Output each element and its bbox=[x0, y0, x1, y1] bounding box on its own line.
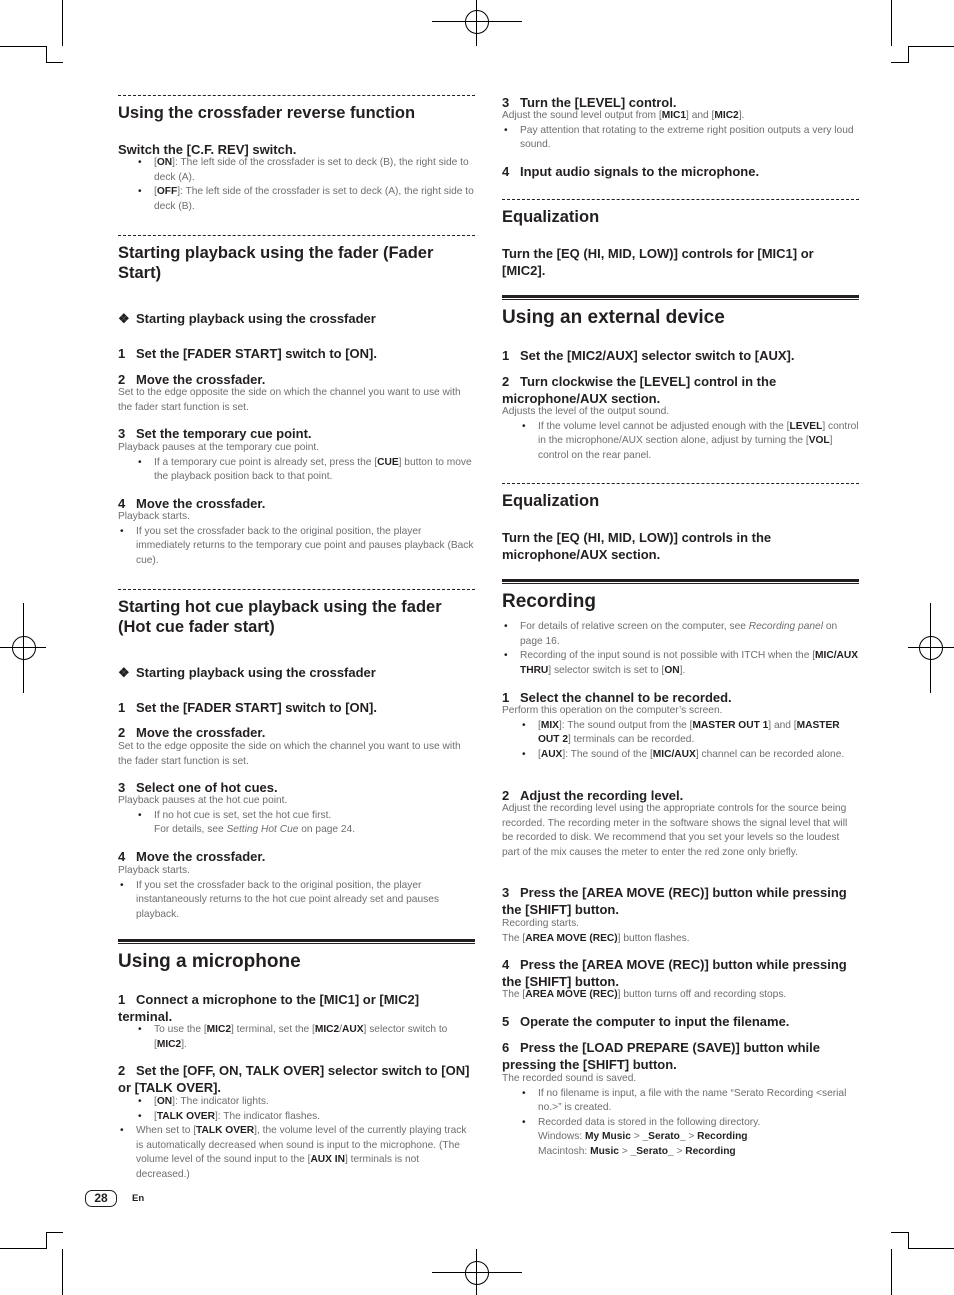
list-item: • If a temporary cue point is already set, press the [CUE] button to move the playback position back to that point. bbox=[136, 456, 475, 485]
step-heading: 1 Select the channel to be recorded. bbox=[502, 690, 732, 705]
list-item: • Recording of the input sound is not possible with ITCH when the [MIC/AUX THRU] selector switch is set to [ON]. bbox=[502, 649, 859, 678]
bullet-list bbox=[118, 1023, 475, 1052]
paragraph: Perform this operation on the computer’s screen. • [MIX]: The sound output from the [MASTER OUT 1] and [MASTER OUT 2] terminals can be recorded. • [AUX]: The sound of the [MIC/AUX] channel can be recorded alone. bbox=[502, 704, 859, 762]
paragraph: Adjust the recording level using the appropriate controls for the source being recorded. The recording meter in the software shows the signal level that will be recorded to disk. We recommend that you set your levels so the loudest part of the mix causes the meter to enter the red zone only briefly. bbox=[502, 803, 848, 858]
section-heading-external-device: Using an external device bbox=[502, 307, 725, 328]
step-heading: 4 Move the crossfader. bbox=[118, 849, 266, 864]
section-divider bbox=[502, 483, 859, 484]
paragraph: The [AREA MOVE (REC)] button turns off and recording stops. bbox=[502, 989, 787, 1000]
step-heading: 3 Set the temporary cue point. bbox=[118, 426, 312, 441]
step-heading: 4 Input audio signals to the microphone. bbox=[502, 164, 760, 179]
diamond-icon: ❖ bbox=[118, 665, 130, 680]
subsection-heading: ❖ Starting playback using the crossfader bbox=[118, 665, 376, 680]
section-rule bbox=[118, 939, 475, 944]
step-heading: Switch the [C.F. REV] switch. bbox=[118, 142, 297, 157]
paragraph: Playback pauses at the temporary cue point. • If a temporary cue point is already set, press the [CUE] button to move the playback position back to that point. bbox=[118, 441, 475, 485]
section-divider bbox=[118, 589, 475, 590]
list-item: • Pay attention that rotating to the extreme right position outputs a very loud sound. bbox=[502, 124, 859, 153]
list-item: • For details of relative screen on the computer, see Recording panel on page 16. bbox=[502, 620, 859, 649]
section-heading-equalization: Equalization bbox=[502, 208, 600, 226]
section-heading-using-microphone: Using a microphone bbox=[118, 951, 301, 972]
list-item: • [ON]: The left side of the crossfader is set to deck (B), the right side to deck (A). bbox=[136, 156, 475, 185]
directory-mac: Macintosh: Music > _Serato_ > Recording bbox=[538, 1145, 736, 1157]
paragraph: Adjust the sound level output from [MIC1] and [MIC2]. • Pay attention that rotating to the extreme right position outputs a very loud sound. bbox=[502, 109, 859, 153]
step-heading: 1 Connect a microphone to the [MIC1] or [MIC2] terminal. bbox=[118, 992, 420, 1024]
paragraph: Playback starts. • If you set the crossfader back to the original position, the player instantaneously returns to the hot cue point already set and pauses playback. bbox=[118, 864, 475, 922]
section-heading-hot-cue-fader-start: Starting hot cue playback using the fader (Hot cue fader start) bbox=[118, 598, 442, 636]
step-heading: 3 Press the [AREA MOVE (REC)] button while pressing the [SHIFT] button. bbox=[502, 885, 847, 917]
step-heading: 1 Set the [MIC2/AUX] selector switch to [AUX]. bbox=[502, 348, 795, 363]
step-heading: 3 Select one of hot cues. bbox=[118, 780, 278, 795]
list-item: • If you set the crossfader back to the original position, the player instantaneously returns to the hot cue point already set and pauses playback. bbox=[118, 879, 475, 923]
paragraph: Playback pauses at the hot cue point. • If no hot cue is set, set the hot cue first. For details, see Setting Hot Cue on page 24. bbox=[118, 794, 475, 838]
step-heading: 5 Operate the computer to input the filename. bbox=[502, 1014, 790, 1029]
section-divider bbox=[502, 199, 859, 200]
paragraph: Adjusts the level of the output sound. • If the volume level cannot be adjusted enough with the [LEVEL] control in the microphone/AUX section alone, adjust by turning the [VOL] control on the rear panel. bbox=[502, 405, 859, 463]
step-heading: Turn the [EQ (HI, MID, LOW)] controls in the microphone/AUX section. bbox=[502, 530, 772, 562]
step-heading: 1 Set the [FADER START] switch to [ON]. bbox=[118, 346, 377, 361]
paragraph: The recorded sound is saved. • If no filename is input, a file with the name “Serato Recording <serial no.>” is created. • Recorded data is stored in the following directory. Windows: My Music > _Serato_ > Recording Macintosh: Music > _Serato_ > Recording bbox=[502, 1072, 859, 1159]
paragraph: Playback starts. • If you set the crossfader back to the original position, the player immediately returns to the temporary cue point and pauses playback (Back cue). bbox=[118, 510, 475, 568]
list-item: • [AUX]: The sound of the [MIC/AUX] channel can be recorded alone. bbox=[520, 748, 859, 763]
step-heading: 2 Turn clockwise the [LEVEL] control in the microphone/AUX section. bbox=[502, 374, 777, 406]
bullet-list bbox=[118, 1095, 475, 1182]
list-item: • If no hot cue is set, set the hot cue first. bbox=[136, 809, 475, 824]
paragraph: Recording starts. The [AREA MOVE (REC)] button flashes. bbox=[502, 918, 690, 944]
list-item: • Recorded data is stored in the following directory. bbox=[520, 1116, 859, 1131]
subsection-heading: ❖ Starting playback using the crossfader bbox=[118, 311, 376, 326]
step-heading: 2 Adjust the recording level. bbox=[502, 788, 684, 803]
paragraph: Set to the edge opposite the side on which the channel you want to use with the fader start function is set. bbox=[118, 741, 461, 767]
step-heading: 2 Set the [OFF, ON, TALK OVER] selector switch to [ON] or [TALK OVER]. bbox=[118, 1063, 470, 1095]
list-item: • If you set the crossfader back to the original position, the player immediately returns to the temporary cue point and pauses playback (Back cue). bbox=[118, 525, 475, 569]
step-heading: 3 Turn the [LEVEL] control. bbox=[502, 95, 677, 110]
list-item: • [ON]: The indicator lights. bbox=[136, 1095, 475, 1110]
step-heading: 4 Press the [AREA MOVE (REC)] button while pressing the [SHIFT] button. bbox=[502, 957, 847, 989]
step-heading: 2 Move the crossfader. bbox=[118, 372, 266, 387]
list-item: • If the volume level cannot be adjusted enough with the [LEVEL] control in the microphone/AUX section alone, adjust by turning the [VOL] control on the rear panel. bbox=[520, 420, 859, 464]
section-rule bbox=[502, 579, 859, 584]
section-heading-recording: Recording bbox=[502, 591, 596, 612]
list-item: • When set to [TALK OVER], the volume level of the currently playing track is automatically decreased when sound is input to the microphone. (The volume level of the sound input to the [AUX IN] terminals is not decreased.) bbox=[118, 1124, 475, 1182]
step-heading: 4 Move the crossfader. bbox=[118, 496, 266, 511]
list-item: • If no filename is input, a file with the name “Serato Recording <serial no.>” is created. bbox=[520, 1087, 859, 1116]
step-heading: 1 Set the [FADER START] switch to [ON]. bbox=[118, 700, 377, 715]
list-item: • [MIX]: The sound output from the [MASTER OUT 1] and [MASTER OUT 2] terminals can be recorded. bbox=[520, 719, 859, 748]
section-heading-equalization: Equalization bbox=[502, 492, 600, 510]
step-heading: 2 Move the crossfader. bbox=[118, 725, 266, 740]
step-heading: 6 Press the [LOAD PREPARE (SAVE)] button while pressing the [SHIFT] button. bbox=[502, 1040, 820, 1072]
bullet-list bbox=[118, 156, 475, 214]
section-divider bbox=[118, 95, 475, 96]
language-code: En bbox=[132, 1193, 145, 1204]
paragraph: Set to the edge opposite the side on which the channel you want to use with the fader start function is set. bbox=[118, 387, 461, 413]
step-heading: Turn the [EQ (HI, MID, LOW)] controls for [MIC1] or [MIC2]. bbox=[502, 246, 814, 278]
section-divider bbox=[118, 235, 475, 236]
diamond-icon: ❖ bbox=[118, 311, 130, 326]
list-item: • [OFF]: The left side of the crossfader is set to deck (A), the right side to deck (B). bbox=[136, 185, 475, 214]
section-heading-crossfader-reverse: Using the crossfader reverse function bbox=[118, 104, 416, 122]
directory-windows: Windows: My Music > _Serato_ > Recording bbox=[538, 1131, 748, 1142]
section-heading-fader-start: Starting playback using the fader (Fader Start) bbox=[118, 244, 434, 282]
list-item: • [TALK OVER]: The indicator flashes. bbox=[136, 1110, 475, 1125]
page-number: 28 bbox=[85, 1190, 117, 1207]
list-item: • To use the [MIC2] terminal, set the [MIC2/AUX] selector switch to [MIC2]. bbox=[136, 1023, 475, 1052]
section-rule bbox=[502, 295, 859, 300]
bullet-list bbox=[502, 620, 859, 678]
